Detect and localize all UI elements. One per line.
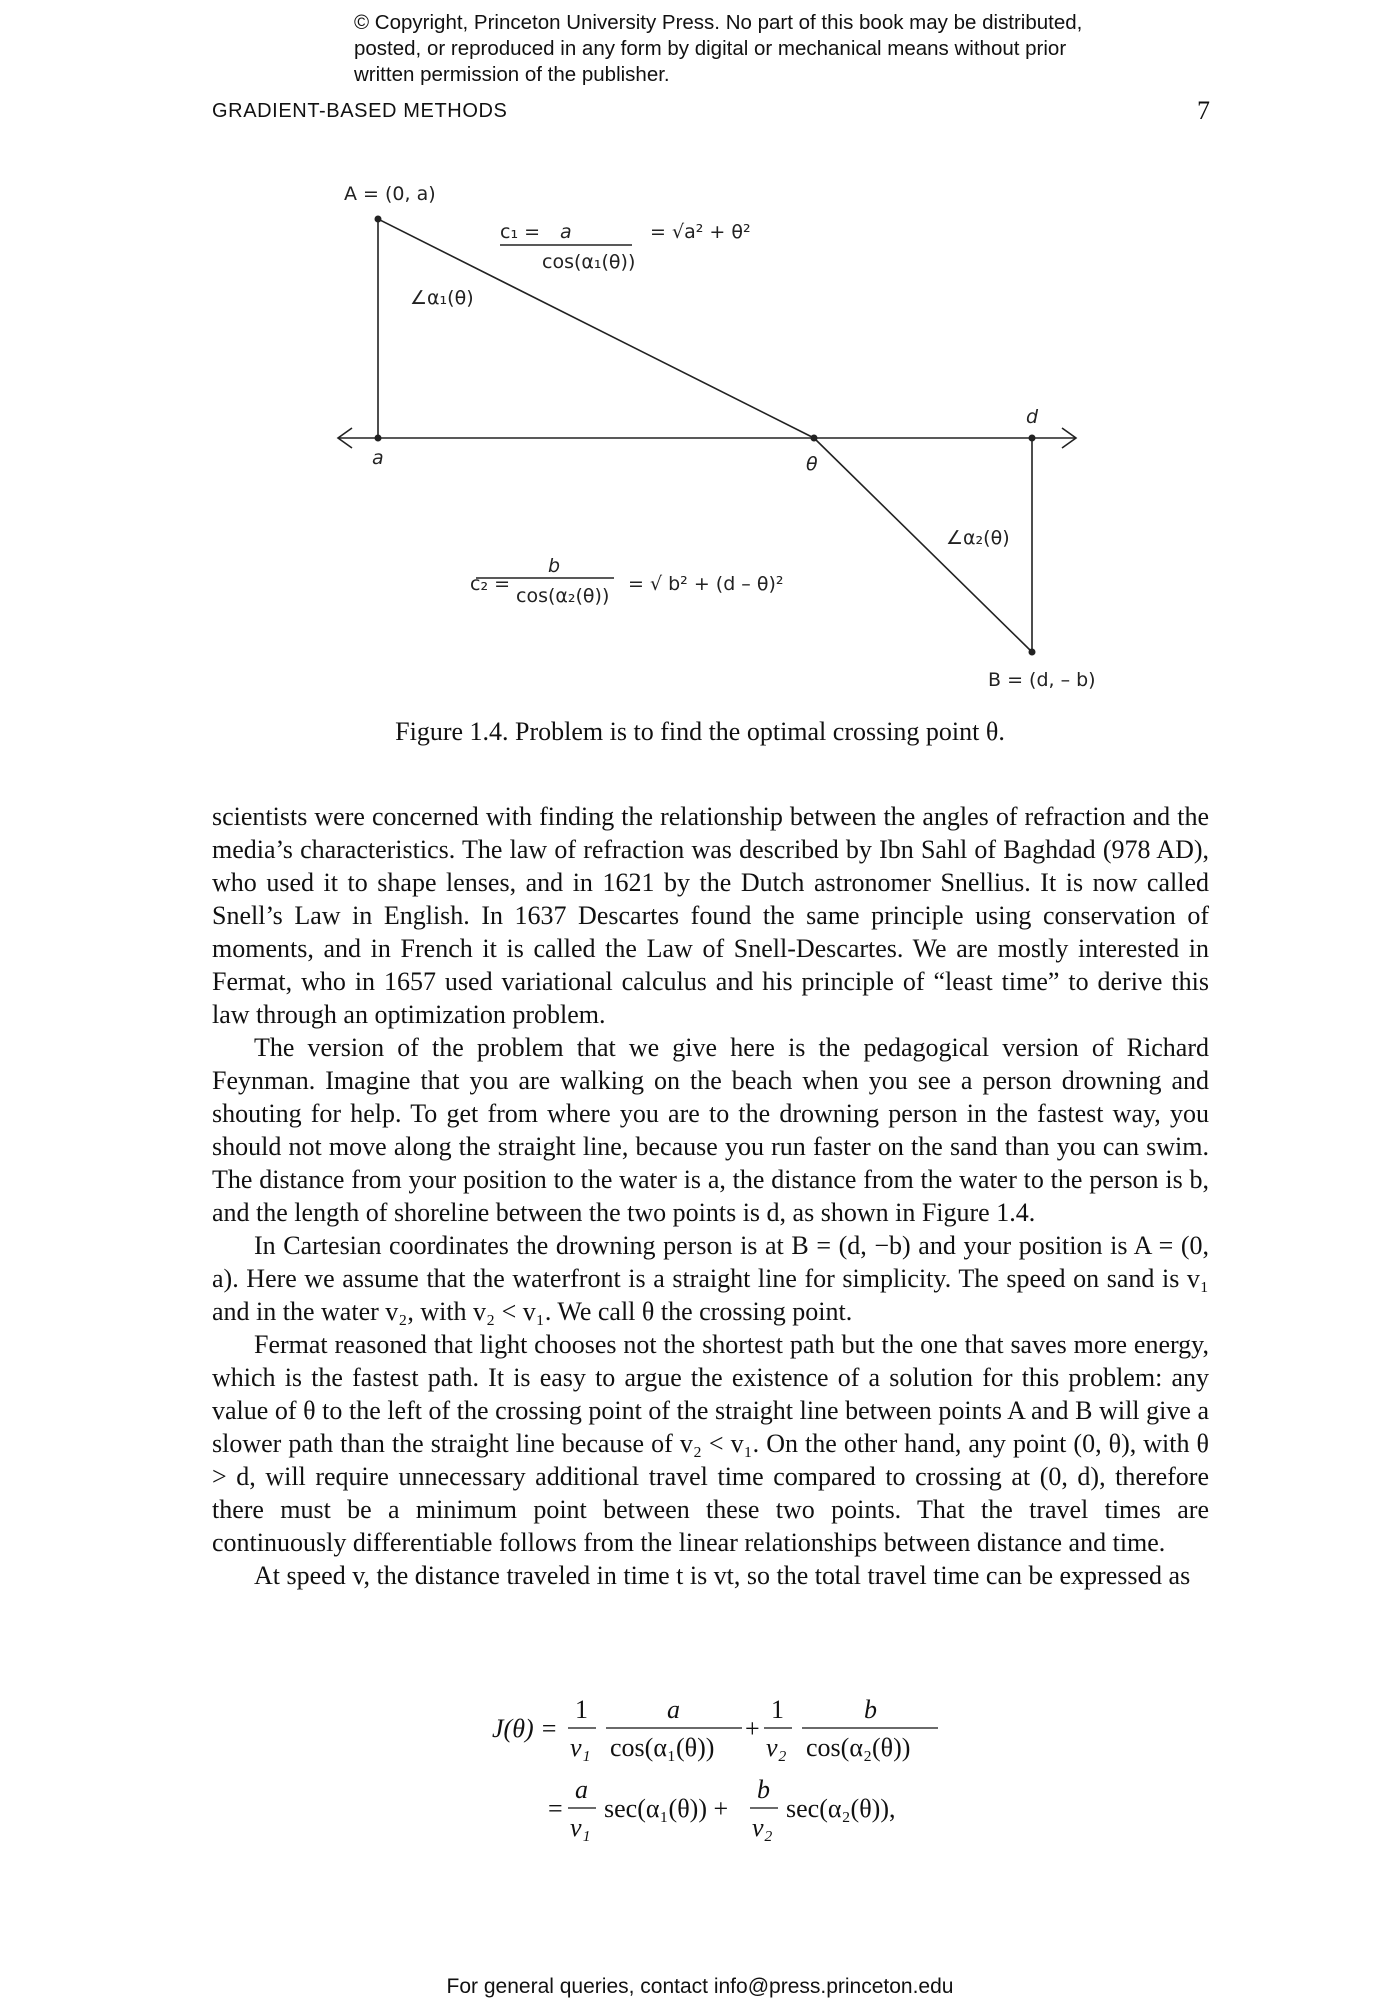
c1-numerator: a [560,221,572,243]
eq-b-2: b [757,1775,770,1804]
equation-svg [480,1680,980,1850]
c1-rhs: = √a² + θ² [650,221,751,243]
eq-cos1: cos(α₁(θ)) [610,1733,715,1762]
point-d [1029,435,1036,442]
eq-plus: + [745,1714,760,1743]
label-a: a [372,447,384,469]
c2-numerator: b [548,555,561,577]
c2-rhs: = √ b² + (d – θ)² [628,573,784,595]
c1-lhs: c₁ = [500,221,541,243]
label-d: d [1026,406,1039,428]
eq-v2-2: v₂ [752,1813,773,1842]
label-B: B = (d, – b) [988,669,1096,691]
eq-a: a [667,1695,680,1724]
eq-cos2: cos(α₂(θ)) [806,1733,911,1762]
eq-equals: = [548,1794,563,1823]
eq-v1-1: v₁ [570,1733,591,1762]
c1-denominator: cos(α₁(θ)) [542,251,636,273]
eq-sec1: sec(α₁(θ)) + [604,1794,729,1823]
body-text [212,800,1209,1592]
point-B [1029,649,1036,656]
eq-b: b [864,1695,877,1724]
running-head: GRADIENT-BASED METHODS [212,100,508,122]
point-origin [375,435,382,442]
c2-lhs: c₂ = [470,573,511,595]
paragraph-4: Fermat reasoned that light chooses not the shortest path but the one that saves more energy, which is the fastest path. It is easy to argue the existence of a solution for this problem: any value of θ to the left of the crossing point of the straight line between points A and B will give a slower path than the straight line because of v₂ < v₁. On the other hand, any point (0, θ), with θ > d, will require unnecessary additional travel time compared to crossing at (0, d), therefore there must be a minimum point between these two points. That the travel times are continuously differentiable follows from the linear relationships between distance and time. [212,1330,1209,1557]
eq-one-1: 1 [575,1695,588,1724]
figure-caption: Figure 1.4. Problem is to find the optimal crossing point θ. [395,717,1005,746]
eq-v1-2: v₁ [570,1813,591,1842]
eq-one-2: 1 [771,1695,784,1724]
label-theta: θ [806,453,818,475]
page-number: 7 [1197,96,1210,125]
eq-sec2: sec(α₂(θ)), [786,1794,896,1823]
crossing-point-diagram [310,170,1110,710]
paragraph-5: At speed v, the distance traveled in time t is vt, so the total travel time can be expressed as [254,1561,1191,1590]
eq-lhs: J(θ) = [492,1714,558,1743]
paragraph-2: The version of the problem that we give here is the pedagogical version of Richard Feynman. Imagine that you are walking on the beach when you see a person drowning and shouting for help. To get from where you are to the drowning person in the fastest way, you should not move along the straight line, because you run faster on the sand than you can swim. The distance from your position to the water is a, the distance from the water to the person is b, and the length of shoreline between the two points is d, as shown in Figure 1.4. [212,1033,1209,1227]
footer-contact: For general queries, contact info@press.princeton.edu [446,1975,954,1998]
eq-a-2: a [575,1775,588,1804]
point-theta [811,435,818,442]
travel-time-equation [480,1680,980,1850]
paragraph-1: scientists were concerned with finding the relationship between the angles of refraction and the media’s characteristics. The law of refraction was described by Ibn Sahl of Baghdad (978 AD), who used it to shape lenses, and in 1621 by the Dutch astronomer Snellius. It is now called Snell’s Law in English. In 1637 Descartes found the same principle using conservation of moments, and in French it is called the Law of Snell-Descartes. We are mostly interested in Fermat, who in 1657 used variational calculus and his principle of “least time” to derive this law through an optimization problem. [212,802,1209,1029]
copyright-notice: © Copyright, Princeton University Press. No part of this book may be distributed, posted, or reproduced in any form by digital or mechanical means without prior written permission of the publisher. [354,11,1083,86]
eq-v2-1: v₂ [766,1733,787,1762]
point-A [375,216,382,223]
paragraph-3: In Cartesian coordinates the drowning person is at B = (d, −b) and your position is A = (0, a). Here we assume that the waterfront is a straight line for simplicity. The speed on sand is v₁ and in the water v₂, with v₂ < v₁. We call θ the crossing point. [212,1231,1209,1326]
label-angle-1: ∠α₁(θ) [410,287,474,309]
label-A: A = (0, a) [344,183,436,205]
label-angle-2: ∠α₂(θ) [946,527,1010,549]
c2-denominator: cos(α₂(θ)) [516,585,610,607]
figure-1-4 [310,170,1110,710]
